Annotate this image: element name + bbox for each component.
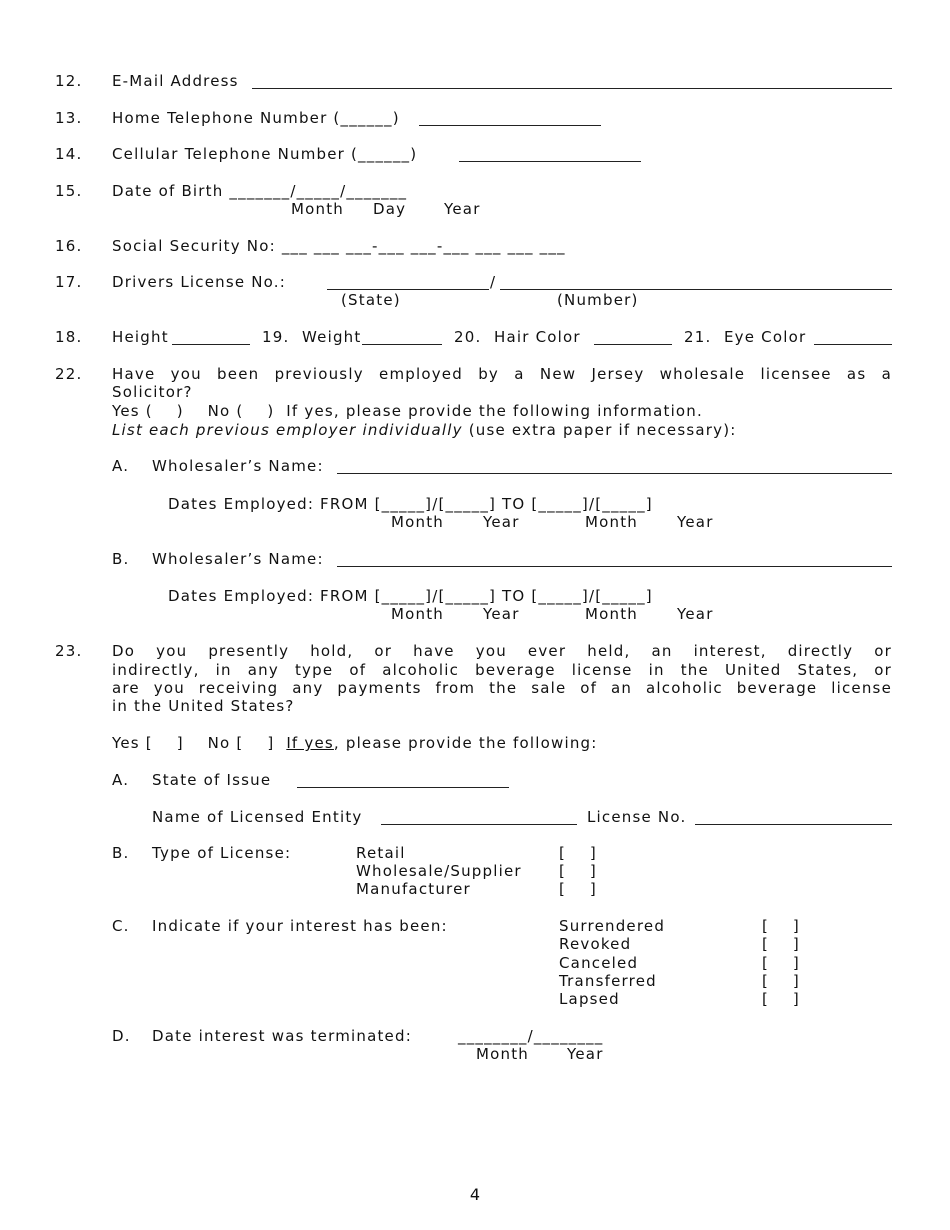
q13-number: 13. — [55, 109, 83, 127]
dob-day-caption: Day — [373, 200, 407, 218]
q18-number: 18. — [55, 328, 83, 346]
hair-color-label: Hair Color — [494, 328, 581, 346]
q16-number: 16. — [55, 237, 83, 255]
retail-checkbox[interactable]: [ ] — [559, 844, 597, 862]
q22b-dates-employed[interactable]: Dates Employed: FROM [_____]/[_____] TO [_____]/[_____] — [168, 587, 653, 605]
q23-number: 23. — [55, 642, 83, 660]
q12-label: E-Mail Address — [112, 72, 239, 90]
drivers-license-label: Drivers License No.: — [112, 273, 287, 291]
q22-number: 22. — [55, 365, 83, 383]
status-lapsed: Lapsed — [559, 990, 620, 1008]
status-canceled: Canceled — [559, 954, 639, 972]
license-number-caption: (Number) — [557, 291, 639, 309]
eye-color-label: Eye Color — [724, 328, 807, 346]
q22b-from-month-caption: Month — [391, 605, 445, 623]
home-phone-label: Home Telephone Number (______) — [112, 109, 400, 127]
q22a-from-month-caption: Month — [391, 513, 445, 531]
status-transferred: Transferred — [559, 972, 657, 990]
q22a-letter: A. — [112, 457, 130, 475]
height-field[interactable] — [172, 344, 250, 345]
status-surrendered: Surrendered — [559, 917, 666, 935]
state-of-issue-label: State of Issue — [152, 771, 272, 789]
wholesale-supplier-checkbox[interactable]: [ ] — [559, 862, 597, 880]
q21-number: 21. — [684, 328, 712, 346]
ssn-field[interactable]: Social Security No: ___ ___ ___-___ ___-___ ___ ___ ___ — [112, 237, 566, 255]
type-of-license-label: Type of License: — [152, 844, 292, 862]
q22b-from-year-caption: Year — [483, 605, 520, 623]
q23-follow-text: , please provide the following: — [333, 734, 598, 752]
licensed-entity-label: Name of Licensed Entity — [152, 808, 363, 826]
q14-number: 14. — [55, 145, 83, 163]
licensed-entity-field[interactable] — [381, 824, 577, 825]
q12-number: 12. — [55, 72, 83, 90]
q22b-label: Wholesaler’s Name: — [152, 550, 324, 568]
q23-question-line3: are you receiving any payments from the sale of an alcoholic beverage license — [112, 679, 892, 697]
cell-phone-field[interactable] — [459, 161, 641, 162]
q23-question-line1: Do you presently hold, or have you ever held, an interest, directly or — [112, 642, 892, 660]
license-state-field[interactable] — [327, 289, 489, 290]
q22b-to-year-caption: Year — [677, 605, 714, 623]
q22-yes-no[interactable]: Yes ( ) No ( ) If yes, please provide the following information. — [112, 402, 703, 420]
status-revoked: Revoked — [559, 935, 632, 953]
q23-question-line4: in the United States? — [112, 697, 295, 715]
q23b-letter: B. — [112, 844, 130, 862]
license-number-field[interactable] — [500, 289, 892, 290]
transferred-checkbox[interactable]: [ ] — [762, 972, 800, 990]
page-number: 4 — [469, 1185, 481, 1204]
revoked-checkbox[interactable]: [ ] — [762, 935, 800, 953]
interest-status-label: Indicate if your interest has been: — [152, 917, 448, 935]
q22-instructions-rest: (use extra paper if necessary): — [462, 421, 737, 439]
cell-phone-label: Cellular Telephone Number (______) — [112, 145, 418, 163]
q22b-to-month-caption: Month — [585, 605, 639, 623]
q17-number: 17. — [55, 273, 83, 291]
lapsed-checkbox[interactable]: [ ] — [762, 990, 800, 1008]
q22-instructions-italic: List each previous employer individually — [112, 421, 463, 439]
wholesaler-b-name-field[interactable] — [337, 566, 892, 567]
terminated-month-caption: Month — [476, 1045, 530, 1063]
date-terminated-label: Date interest was terminated: — [152, 1027, 412, 1045]
license-slash: / — [490, 273, 497, 291]
q19-number: 19. — [262, 328, 290, 346]
eye-color-field[interactable] — [814, 344, 892, 345]
date-terminated-field[interactable]: ________/________ — [458, 1027, 604, 1045]
q22-instructions — [112, 421, 737, 439]
q22-question-line1: Have you been previously employed by a New Jersey wholesale licensee as a — [112, 365, 892, 383]
license-no-field[interactable] — [695, 824, 892, 825]
license-state-caption: (State) — [341, 291, 401, 309]
license-no-label: License No. — [587, 808, 687, 826]
surrendered-checkbox[interactable]: [ ] — [762, 917, 800, 935]
q22a-label: Wholesaler’s Name: — [152, 457, 324, 475]
q22a-dates-employed[interactable]: Dates Employed: FROM [_____]/[_____] TO [_____]/[_____] — [168, 495, 653, 513]
q22a-to-month-caption: Month — [585, 513, 639, 531]
terminated-year-caption: Year — [567, 1045, 604, 1063]
q20-number: 20. — [454, 328, 482, 346]
email-field[interactable] — [252, 88, 892, 89]
manufacturer-checkbox[interactable]: [ ] — [559, 880, 597, 898]
height-label: Height — [112, 328, 169, 346]
dob-month-caption: Month — [291, 200, 345, 218]
q23a-letter: A. — [112, 771, 130, 789]
license-type-wholesale-supplier: Wholesale/Supplier — [356, 862, 522, 880]
q23c-letter: C. — [112, 917, 130, 935]
q22-question-line2: Solicitor? — [112, 383, 193, 401]
weight-label: Weight — [302, 328, 362, 346]
license-type-manufacturer: Manufacturer — [356, 880, 471, 898]
q23-if-yes: If yes — [286, 734, 334, 752]
q23-question-line2: indirectly, in any type of alcoholic beverage license in the United States, or — [112, 661, 892, 679]
canceled-checkbox[interactable]: [ ] — [762, 954, 800, 972]
dob-year-caption: Year — [444, 200, 481, 218]
license-type-retail: Retail — [356, 844, 406, 862]
q15-number: 15. — [55, 182, 83, 200]
home-phone-field[interactable] — [419, 125, 601, 126]
state-of-issue-field[interactable] — [297, 787, 509, 788]
q23-yes-no[interactable] — [112, 734, 598, 752]
q22a-from-year-caption: Year — [483, 513, 520, 531]
hair-color-field[interactable] — [594, 344, 672, 345]
date-of-birth-field[interactable]: Date of Birth _______/_____/_______ — [112, 182, 408, 200]
q23-yes-no-boxes[interactable]: Yes [ ] No [ ] — [112, 734, 287, 752]
weight-field[interactable] — [362, 344, 442, 345]
q22a-to-year-caption: Year — [677, 513, 714, 531]
wholesaler-a-name-field[interactable] — [337, 473, 892, 474]
q23d-letter: D. — [112, 1027, 131, 1045]
q22b-letter: B. — [112, 550, 130, 568]
